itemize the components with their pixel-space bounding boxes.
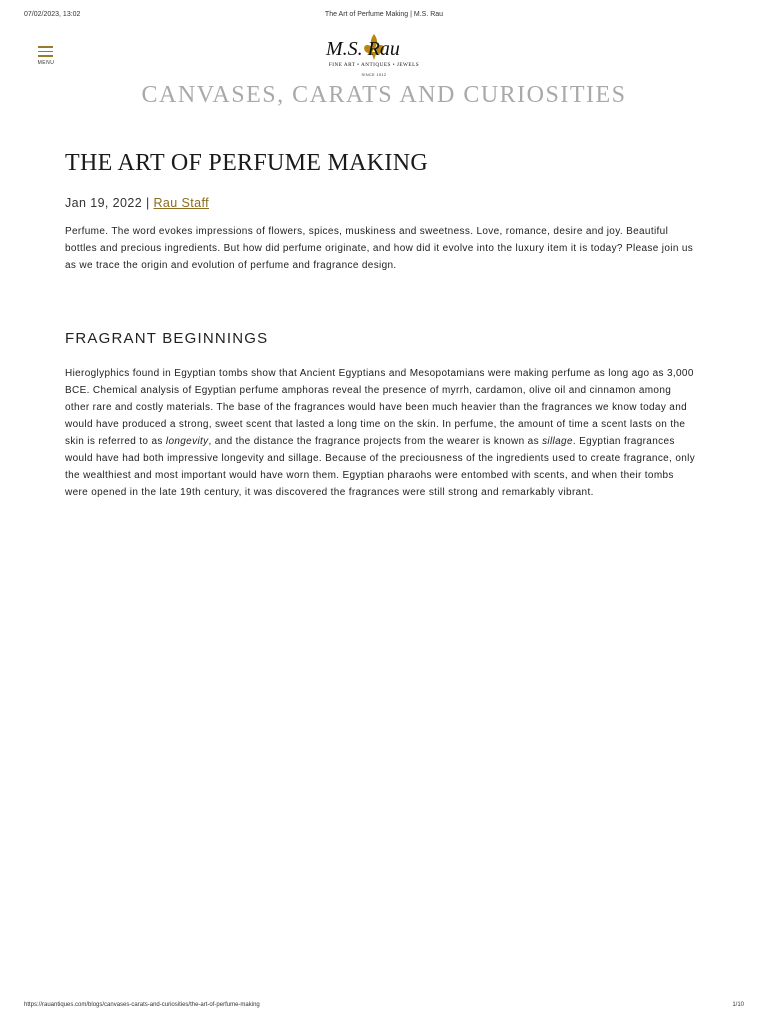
- article-title: THE ART OF PERFUME MAKING: [65, 150, 428, 176]
- page-number: 1/10: [732, 1002, 744, 1008]
- section-heading: FRAGRANT BEGINNINGS: [65, 330, 269, 347]
- print-footer: [24, 1002, 744, 1012]
- article: [65, 148, 697, 501]
- menu-button[interactable]: [34, 44, 58, 68]
- blog-banner[interactable]: CANVASES, CARATS AND CURIOSITIES: [141, 82, 627, 108]
- logo-since: SINCE 1912: [361, 73, 387, 77]
- paragraph-text-1: Hieroglyphics found in Egyptian tombs show that Ancient Egyptians and Mesopotamians were making perfume as long ago as 3,000 BCE. Chemical analysis of Egyptian perfume amphoras reveal the presence of myrrh, cardamon, olive oil and cinnamon among other rare and costly materials. The base of the fragrances would have been much heavier than the fragrances we know today and would have produced a strong, sweet scent that lasted a long time on the skin. In perfume, the amount of time a scent lasts on the skin is referred to as: [65, 368, 694, 447]
- menu-label: MENU: [37, 60, 55, 66]
- print-header: [24, 11, 744, 21]
- author-link[interactable]: Rau Staff: [153, 196, 209, 210]
- logo-brand-text: M.S. Rau: [326, 38, 400, 60]
- term-longevity: longevity: [165, 436, 209, 447]
- meta-separator: |: [145, 196, 150, 210]
- intro-paragraph: Perfume. The word evokes impressions of flowers, spices, muskiness and sweetness. Love, romance, desire and joy. Beautiful bottles and precious ingredients. But how did perfume originate, and how did it evolve into the luxury item it is today? Please join us as we trace the origin and evolution of perfume and fragrance design.: [65, 226, 694, 271]
- paragraph-text-3: . Egyptian fragrances would have had both impressive longevity and sillage. Because of the preciousness of the ingredients used to create fragrance, only the wealthiest and most important would have worn them. Egyptian pharaohs were entombed with scents, and when their tombs were opened in the late 19th century, it was discovered the fragrances were still strong and remarkably vibrant.: [65, 436, 696, 498]
- section-paragraph: [65, 365, 697, 501]
- ms-rau-logo[interactable]: [320, 32, 428, 78]
- hamburger-icon: [38, 46, 53, 60]
- paragraph-text-2: , and the distance the fragrance projects from the wearer is known as: [208, 436, 543, 447]
- print-url: https://rauantiques.com/blogs/canvases-carats-and-curiosities/the-art-of-perfume-making: [24, 1002, 260, 1008]
- article-meta: [65, 196, 697, 210]
- article-date: Jan 19, 2022: [65, 196, 143, 210]
- term-sillage: sillage: [542, 436, 573, 447]
- logo-graphic: [320, 32, 428, 78]
- print-date: 07/02/2023, 13:02: [24, 11, 81, 18]
- logo-tagline: FINE ART • ANTIQUES • JEWELS: [328, 62, 420, 68]
- print-page-title: The Art of Perfume Making | M.S. Rau: [324, 11, 444, 18]
